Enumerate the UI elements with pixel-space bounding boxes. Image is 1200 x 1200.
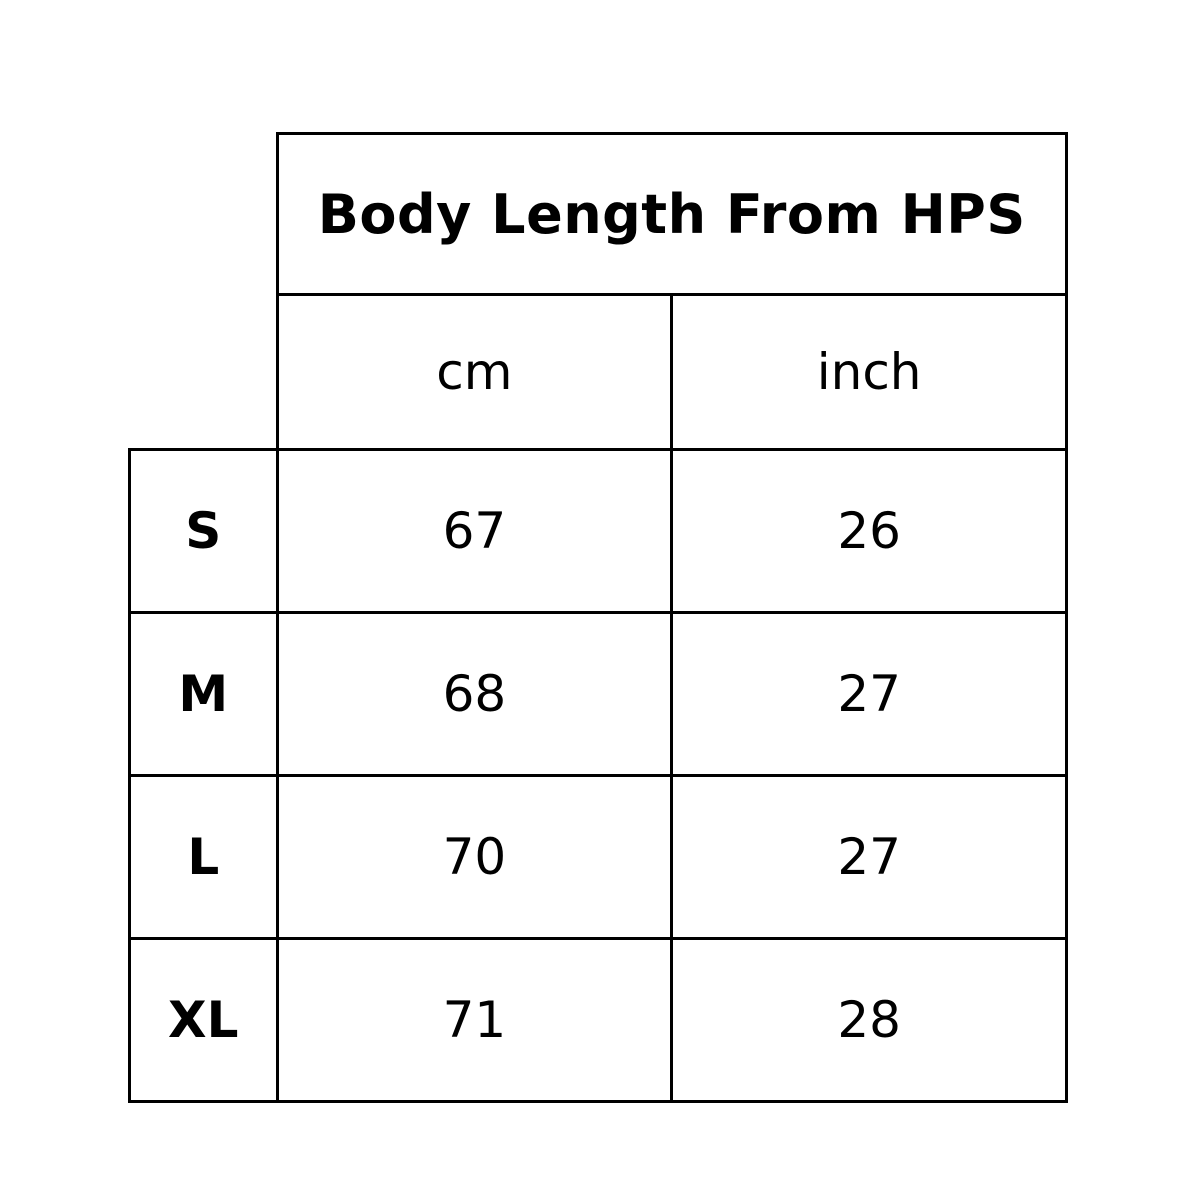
- table-row: [130, 613, 1067, 776]
- size-label-s: S: [130, 450, 278, 613]
- value-xl-inch: 28: [672, 939, 1067, 1102]
- value-m-inch: 27: [672, 613, 1067, 776]
- corner-spacer-cell: [130, 134, 278, 295]
- table-row: [130, 450, 1067, 613]
- value-l-cm: 70: [277, 776, 672, 939]
- table-title-row: [130, 134, 1067, 295]
- table-unit-header-row: [130, 295, 1067, 450]
- size-label-xl: XL: [130, 939, 278, 1102]
- value-xl-cm: 71: [277, 939, 672, 1102]
- column-header-cm: cm: [277, 295, 672, 450]
- column-header-inch: inch: [672, 295, 1067, 450]
- size-label-l: L: [130, 776, 278, 939]
- value-m-cm: 68: [277, 613, 672, 776]
- value-s-cm: 67: [277, 450, 672, 613]
- value-l-inch: 27: [672, 776, 1067, 939]
- table-row: [130, 939, 1067, 1102]
- value-s-inch: 26: [672, 450, 1067, 613]
- unit-row-spacer-cell: [130, 295, 278, 450]
- table-row: [130, 776, 1067, 939]
- table-title: Body Length From HPS: [277, 134, 1067, 295]
- size-label-m: M: [130, 613, 278, 776]
- size-chart-table: [128, 132, 1068, 1103]
